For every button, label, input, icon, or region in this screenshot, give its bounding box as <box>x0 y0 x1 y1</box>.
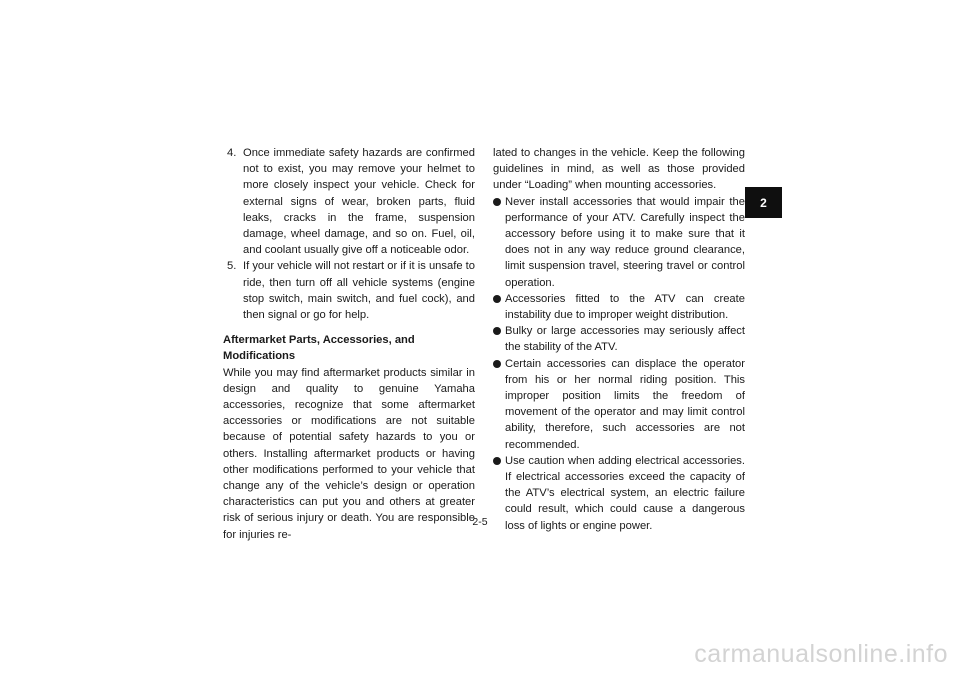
numbered-item-4 <box>223 145 475 258</box>
bullet-text: Bulky or large accessories may seriously affect the stability of the ATV. <box>505 325 745 354</box>
page-number: 2-5 <box>472 516 488 528</box>
bullet-dot-icon <box>493 295 501 303</box>
bullet-text: Never install accessories that would impair the performance of your ATV. Carefully inspect the accessory before using it to make sure that it does not in any way reduce ground clearance, limit suspension travel, steering travel or control operation. <box>505 195 745 289</box>
chapter-tab: 2 <box>745 187 782 218</box>
bullet-item <box>493 194 745 291</box>
watermark: carmanualsonline.info <box>694 640 948 668</box>
bullet-dot-icon <box>493 198 501 206</box>
item-text: Once immediate safety hazards are confirmed not to exist, you may remove your helmet to more closely inspect your vehicle. Check for external signs of wear, broken parts, fluid leaks, cracks in the frame, suspension damage, wheel damage, and so on. Fuel, oil, and coolant usually give off a noticeable odor. <box>243 147 475 257</box>
section-heading: Aftermarket Parts, Accessories, and Modifications <box>223 334 415 363</box>
numbered-item-5 <box>223 258 475 323</box>
bullet-item <box>493 291 745 323</box>
continuation-paragraph: lated to changes in the vehicle. Keep the following guidelines in mind, as well as those provided under “Loading” when mounting accessories. <box>493 147 745 192</box>
item-text: If your vehicle will not restart or if it is unsafe to ride, then turn off all vehicle systems (engine stop switch, main switch, and fuel cock), and then signal or go for help. <box>243 260 475 322</box>
bullet-item <box>493 356 745 453</box>
bullet-dot-icon <box>493 457 501 465</box>
bullet-text: Accessories fitted to the ATV can create instability due to improper weight distribution. <box>505 292 745 322</box>
bullet-dot-icon <box>493 327 501 335</box>
item-number: 4. <box>227 147 237 159</box>
right-column <box>493 145 745 534</box>
bullet-dot-icon <box>493 360 501 368</box>
left-column <box>223 145 475 543</box>
section-paragraph: While you may find aftermarket products similar in design and quality to genuine Yamaha accessories, recognize that some aftermarket accessories or modifications are not suitable because of potential safety hazards to you or others. Installing aftermarket products or having other modifications performed to your vehicle that change any of the vehicle’s design or operation characteristics can put you and others at greater risk of serious injury or death. You are responsible for injuries re- <box>223 366 475 541</box>
bullet-text: Use caution when adding electrical accessories. If electrical accessories exceed the capacity of the ATV’s electrical system, an electric failure could result, which could cause a dangerous loss of lights or engine power. <box>505 454 745 532</box>
bullet-text: Certain accessories can displace the operator from his or her normal riding position. This improper position limits the freedom of movement of the operator and may limit control ability, therefore, such accessories are not recommended. <box>505 357 745 451</box>
item-number: 5. <box>227 260 237 273</box>
bullet-item <box>493 323 745 355</box>
